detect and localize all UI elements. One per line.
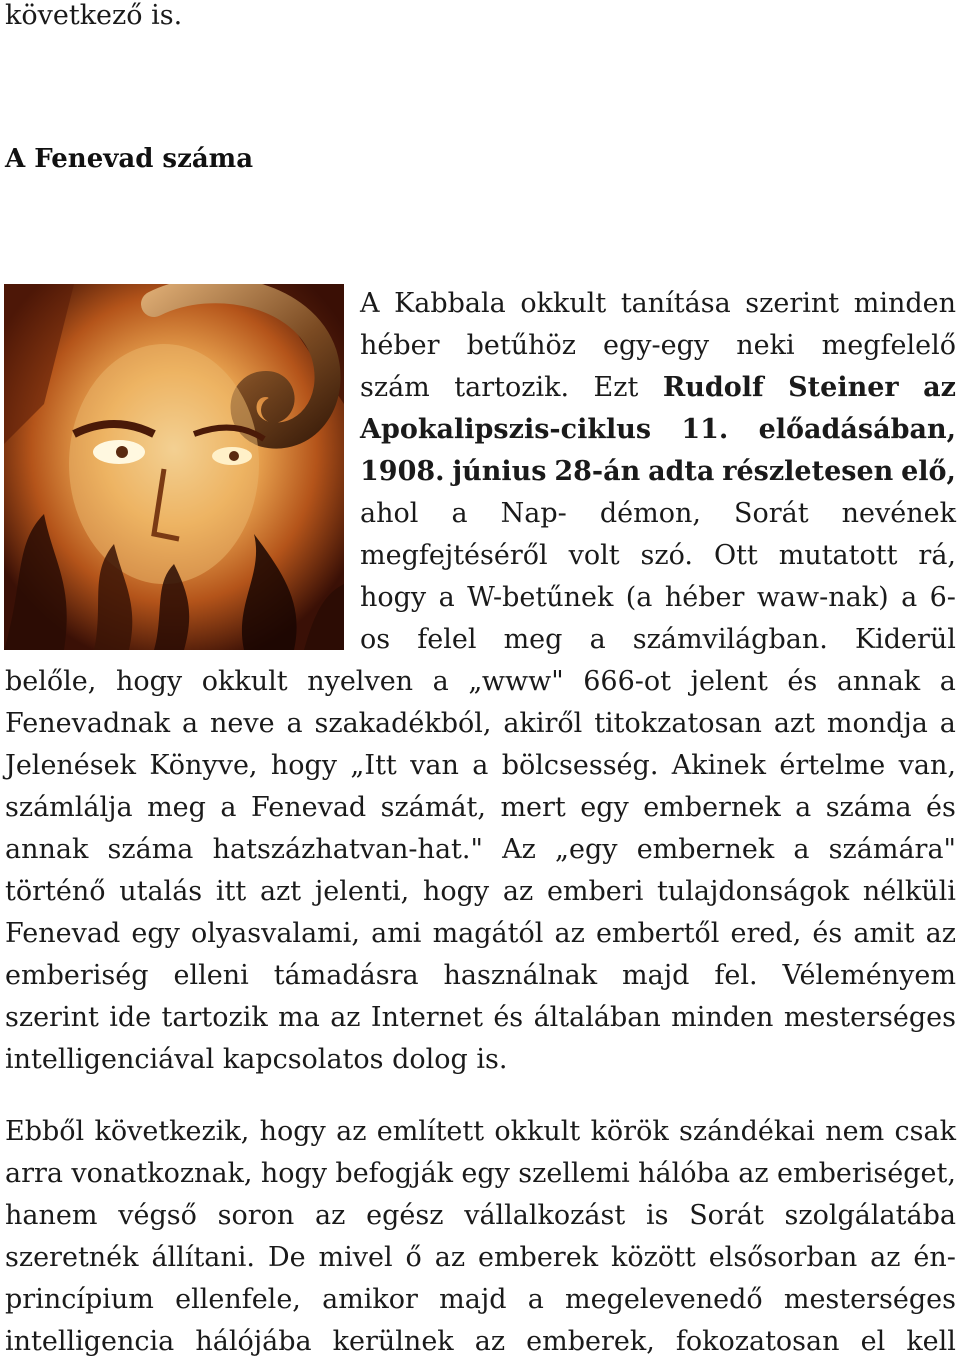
para1-wrap-line-5: 1908. június 28-án adta részletesen elő, [360,456,956,487]
para2-line-1: Ebből következik, hogy az említett okkult körök szándékai nem csak [5,1116,956,1147]
para1-full-line-7: Fenevad egy olyasvalami, ami magától az embertől ered, és amit az [5,918,956,949]
para1-wrap-line-4: Apokalipszis-ciklus 11. előadásában, [360,414,956,445]
para2-line-3: hanem végső soron az egész vállalkozást is Sorát szolgálatába [5,1200,956,1231]
para1-wrap-line-7: megfejtéséről volt szó. Ott mutatott rá, [360,540,956,571]
para2-line-5: princípium ellenfele, amikor majd a megelevenedő mesterséges [5,1284,956,1315]
para2-line-6: intelligencia hálójába kerülnek az emberek, fokozatosan el kell [5,1326,956,1357]
demon-illustration [4,284,344,650]
para1-full-line-9: szerint ide tartozik ma az Internet és általában minden mesterséges [5,1002,956,1033]
para1-full-line-3: Jelenések Könyve, hogy „Itt van a bölcsesség. Akinek értelme van, [5,750,956,781]
para2-line-2: arra vonatkoznak, hogy befogják egy szellemi hálóba az emberiséget, [5,1158,956,1189]
para1-full-line-6: történő utalás itt azt jelenti, hogy az emberi tulajdonságok nélküli [5,876,956,907]
top-text-fragment: következő is. [5,0,183,31]
para1-full-line-8: emberiség elleni támadásra használnak majd fel. Véleményem [5,960,956,991]
para1-wrap-line-9: os felel meg a számvilágban. Kiderül [360,624,956,655]
para1-full-line-4: számlálja meg a Fenevad számát, mert egy embernek a száma és [5,792,956,823]
para1-wrap-line-8: hogy a W-betűnek (a héber waw-nak) a 6- [360,582,956,613]
para1-full-line-1: belőle, hogy okkult nyelven a „www" 666-ot jelent és annak a [5,666,956,697]
para1-full-line-2: Fenevadnak a neve a szakadékból, akiről titokzatosan azt mondja a [5,708,956,739]
para1-wrap-line-6: ahol a Nap- démon, Sorát nevének [360,498,956,529]
para2-line-4: szeretnék állítani. De mivel ő az emberek között elsősorban az én- [5,1242,956,1273]
para1-last-line: intelligenciával kapcsolatos dolog is. [5,1044,508,1075]
para1-wrap-line-1: A Kabbala okkult tanítása szerint minden [360,288,956,319]
section-title: A Fenevad száma [5,144,254,174]
para1-wrap-line-2: héber betűhöz egy-egy neki megfelelő [360,330,956,361]
para1-full-line-5: annak száma hatszázhatvan-hat." Az „egy embernek a számára" [5,834,956,865]
para1-wrap-line-3: szám tartozik. Ezt Rudolf Steiner az [360,372,956,403]
demon-image [4,284,344,650]
